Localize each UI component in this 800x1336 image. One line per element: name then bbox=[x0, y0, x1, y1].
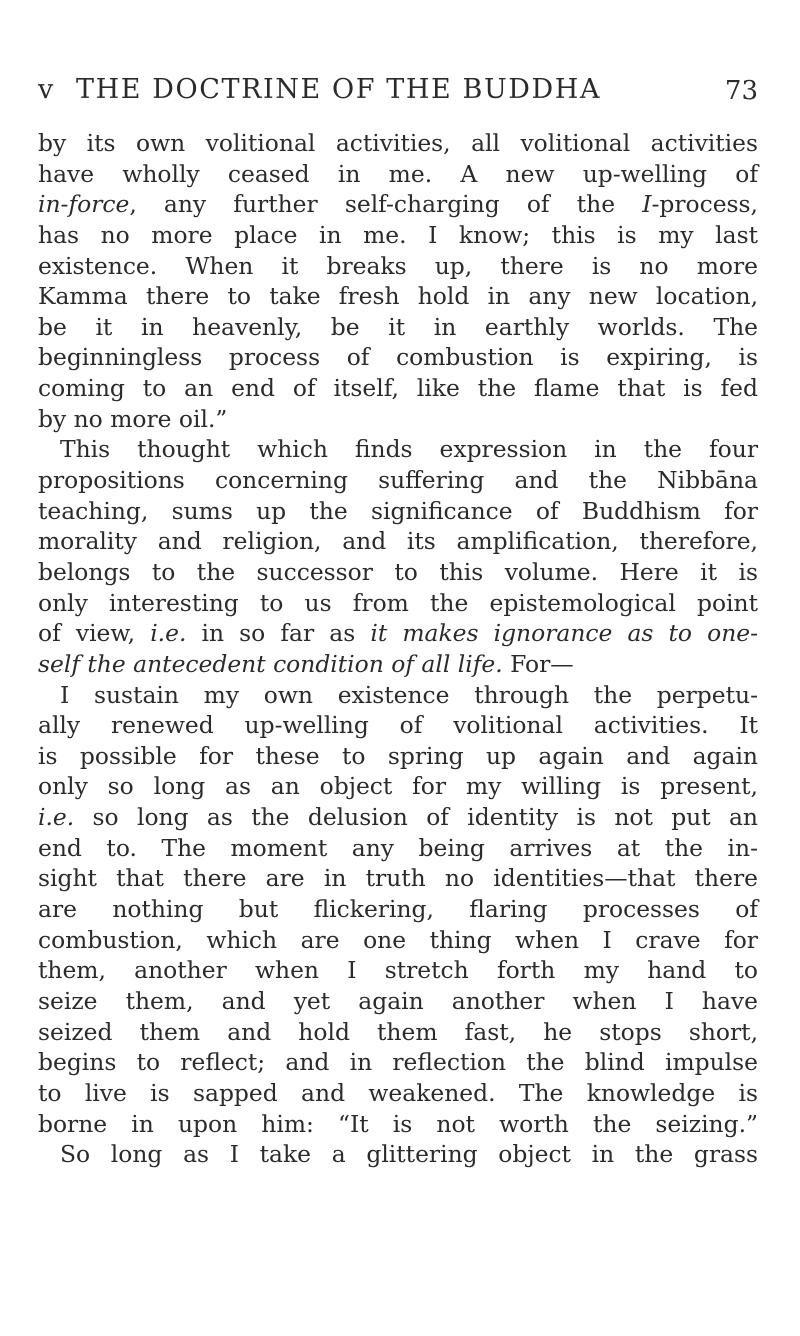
text-line: in-force, any further self-charging of the I-process, bbox=[38, 190, 758, 219]
text-line: belongs to the successor to this volume. Here it is bbox=[38, 557, 758, 586]
italic-term: I bbox=[642, 190, 652, 219]
running-head bbox=[38, 74, 758, 114]
text-line: I sustain my own existence through the perpetu- bbox=[60, 680, 758, 709]
text-line: them, another when I stretch forth my hand to bbox=[38, 956, 758, 985]
italic-term: i.e. bbox=[150, 619, 187, 648]
text-line: has no more place in me. I know; this is my last bbox=[38, 220, 758, 249]
text-line: to live is sapped and weakened. The knowledge is bbox=[38, 1078, 758, 1107]
text-line: ally renewed up-welling of volitional activities. It bbox=[38, 711, 758, 740]
text-line: borne in upon him: “It is not worth the seizing.” bbox=[38, 1109, 758, 1138]
text-line: is possible for these to spring up again and again bbox=[38, 741, 758, 770]
text-line: i.e. so long as the delusion of identity is not put an bbox=[38, 803, 758, 832]
text-line: existence. When it breaks up, there is no more bbox=[38, 251, 758, 280]
text-line: by its own volitional activities, all volitional activities bbox=[38, 129, 758, 157]
text-line: only so long as an object for my willing is present, bbox=[38, 772, 758, 801]
italic-emphasis: it makes ignorance as to one- bbox=[370, 619, 759, 648]
text-line: coming to an end of itself, like the flame that is fed bbox=[38, 374, 758, 403]
text-line: by no more oil.” bbox=[38, 404, 228, 433]
text-line: combustion, which are one thing when I crave for bbox=[38, 925, 758, 954]
text-line: only interesting to us from the epistemological point bbox=[38, 588, 758, 617]
text-line: Kamma there to take fresh hold in any new location, bbox=[38, 282, 758, 311]
italic-term: i.e. bbox=[38, 803, 75, 832]
text-line: of view, i.e. in so far as it makes ignorance as to one- bbox=[38, 619, 759, 648]
text-line: be it in heavenly, be it in earthly worlds. The bbox=[38, 312, 758, 341]
text-line: propositions concerning suffering and the Nibbāna bbox=[38, 466, 758, 495]
text-line: seized them and hold them fast, he stops short, bbox=[38, 1017, 758, 1046]
running-title: THE DOCTRINE OF THE BUDDHA bbox=[76, 74, 602, 105]
section-numeral: v bbox=[38, 74, 55, 105]
text-line: So long as I take a glittering object in the grass bbox=[60, 1140, 758, 1169]
text-line: beginningless process of combustion is expiring, is bbox=[38, 343, 758, 372]
text-line: self the antecedent condition of all life. For— bbox=[38, 649, 574, 678]
text-line: This thought which finds expression in the four bbox=[60, 435, 758, 464]
text-line: sight that there are in truth no identities—that there bbox=[38, 864, 758, 893]
text-line: have wholly ceased in me. A new up-welling of bbox=[38, 159, 758, 188]
italic-term: in-force bbox=[38, 190, 130, 219]
text-line: morality and religion, and its amplification, therefore, bbox=[38, 527, 758, 556]
text-line: teaching, sums up the significance of Buddhism for bbox=[38, 496, 758, 525]
text-line: begins to reflect; and in reflection the blind impulse bbox=[38, 1048, 758, 1077]
italic-emphasis: self the antecedent condition of all life. bbox=[38, 649, 503, 678]
text-line: end to. The moment any being arrives at the in- bbox=[38, 833, 758, 862]
text-line: are nothing but flickering, flaring processes of bbox=[38, 895, 758, 924]
body-text bbox=[38, 128, 758, 1170]
text-line: seize them, and yet again another when I have bbox=[38, 986, 758, 1015]
page-number: 73 bbox=[724, 76, 758, 106]
